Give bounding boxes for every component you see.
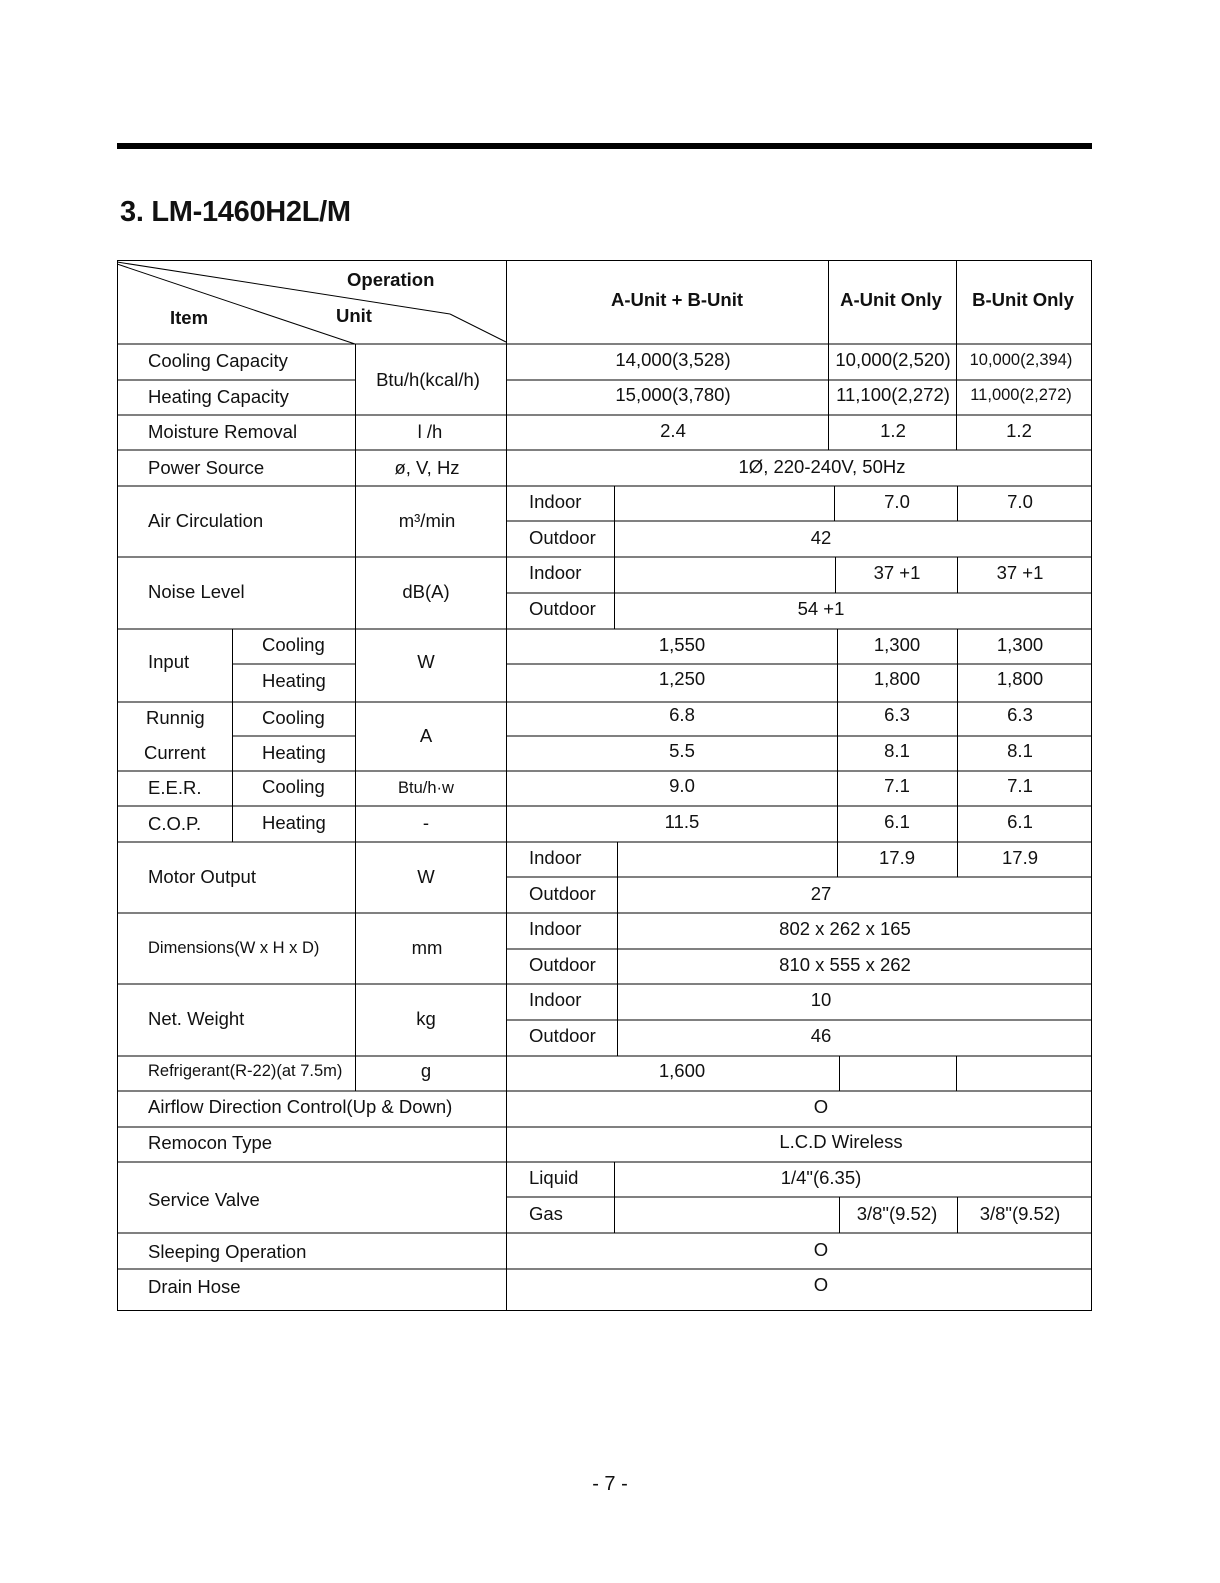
heating-capacity-b: 11,000(2,272) [970, 386, 1072, 404]
dimensions-label: Dimensions(W x H x D) [148, 939, 320, 957]
cop-mode: Heating [262, 812, 326, 833]
motor-output-outdoor: Outdoor [529, 883, 596, 904]
sleeping-value: O [813, 1239, 829, 1260]
input-heating-b: 1,800 [996, 668, 1044, 689]
eer-label: E.E.R. [148, 777, 202, 798]
service-valve-label: Service Valve [148, 1189, 260, 1210]
airflow-label: Airflow Direction Control(Up & Down) [148, 1096, 453, 1117]
running-current-heating-b: 8.1 [1007, 740, 1033, 761]
dimensions-indoor: Indoor [529, 918, 582, 939]
cop-ab: 11.5 [664, 811, 700, 832]
service-valve-liquid-value: 1/4"(6.35) [780, 1167, 862, 1188]
service-valve-gas-b: 3/8"(9.52) [979, 1203, 1061, 1224]
motor-output-unit: W [417, 866, 435, 887]
moisture-removal-b: 1.2 [1006, 420, 1032, 441]
motor-output-label: Motor Output [148, 866, 256, 887]
running-current-label-1: Runnig [146, 707, 205, 728]
page-number: - 7 - [592, 1473, 628, 1495]
service-valve-gas-a: 3/8"(9.52) [856, 1203, 938, 1224]
running-current-cooling-ab: 6.8 [669, 704, 695, 725]
input-heating-a: 1,800 [873, 668, 921, 689]
running-current-cooling: Cooling [262, 707, 325, 728]
drain-hose-value: O [813, 1274, 829, 1295]
spec-table [117, 260, 1092, 1311]
header-unit: Unit [336, 305, 372, 326]
air-circulation-indoor: Indoor [529, 491, 582, 512]
power-source-label: Power Source [148, 457, 265, 478]
top-rule [117, 143, 1092, 149]
drain-hose-label: Drain Hose [148, 1276, 241, 1297]
net-weight-indoor: Indoor [529, 989, 582, 1010]
running-current-heating-ab: 5.5 [669, 740, 695, 761]
running-current-label-2: Current [144, 742, 206, 763]
eer-ab: 9.0 [669, 775, 695, 796]
dimensions-indoor-value: 802 x 262 x 165 [779, 918, 911, 939]
moisture-removal-label: Moisture Removal [148, 421, 298, 442]
capacity-unit: Btu/h(kcal/h) [376, 369, 480, 390]
power-source-unit: ø, V, Hz [394, 457, 460, 478]
input-cooling-a: 1,300 [873, 634, 921, 655]
noise-level-outdoor: Outdoor [529, 598, 596, 619]
dimensions-unit: mm [411, 937, 443, 958]
cooling-capacity-b: 10,000(2,394) [969, 351, 1073, 369]
net-weight-outdoor: Outdoor [529, 1025, 596, 1046]
input-heating-ab: 1,250 [658, 668, 706, 689]
running-current-heating-a: 8.1 [884, 740, 910, 761]
running-current-heating: Heating [262, 742, 326, 763]
page-title: 3. LM-1460H2L/M [120, 196, 351, 228]
air-circulation-unit: m³/min [398, 510, 456, 531]
motor-output-outdoor-value: 27 [810, 883, 832, 904]
net-weight-indoor-value: 10 [810, 989, 832, 1010]
cooling-capacity-label: Cooling Capacity [148, 350, 288, 371]
input-unit: W [417, 651, 435, 672]
cop-a: 6.1 [884, 811, 910, 832]
heating-capacity-a: 11,100(2,272) [836, 384, 950, 405]
header-a-unit-only: A-Unit Only [840, 289, 942, 310]
eer-unit: Btu/h·w [398, 779, 454, 797]
cooling-capacity-ab: 14,000(3,528) [615, 349, 731, 370]
header-operation: Operation [347, 269, 435, 290]
airflow-value: O [813, 1096, 829, 1117]
motor-output-indoor-a: 17.9 [878, 847, 916, 868]
noise-level-outdoor-value: 54 +1 [797, 598, 845, 619]
cop-label: C.O.P. [148, 813, 202, 834]
air-circulation-outdoor-value: 42 [810, 527, 832, 548]
input-cooling: Cooling [262, 634, 325, 655]
input-heating: Heating [262, 670, 326, 691]
input-cooling-b: 1,300 [996, 634, 1044, 655]
noise-level-unit: dB(A) [402, 581, 450, 602]
moisture-removal-a: 1.2 [880, 420, 906, 441]
eer-mode: Cooling [262, 776, 325, 797]
header-item: Item [170, 307, 209, 328]
cop-unit: - [422, 812, 430, 833]
net-weight-unit: kg [416, 1008, 436, 1029]
input-cooling-ab: 1,550 [658, 634, 706, 655]
eer-b: 7.1 [1007, 775, 1033, 796]
running-current-cooling-b: 6.3 [1007, 704, 1033, 725]
eer-a: 7.1 [884, 775, 910, 796]
running-current-cooling-a: 6.3 [884, 704, 910, 725]
cooling-capacity-a: 10,000(2,520) [835, 349, 951, 370]
moisture-removal-ab: 2.4 [660, 420, 686, 441]
noise-level-indoor: Indoor [529, 562, 582, 583]
running-current-unit: A [419, 725, 433, 746]
net-weight-outdoor-value: 46 [810, 1025, 832, 1046]
heating-capacity-label: Heating Capacity [148, 386, 289, 407]
refrigerant-unit: g [420, 1060, 432, 1081]
remocon-value: L.C.D Wireless [779, 1131, 903, 1152]
motor-output-indoor-b: 17.9 [1001, 847, 1039, 868]
air-circulation-outdoor: Outdoor [529, 527, 596, 548]
dimensions-outdoor-value: 810 x 555 x 262 [779, 954, 911, 975]
moisture-removal-unit: l /h [417, 421, 443, 442]
motor-output-indoor: Indoor [529, 847, 582, 868]
service-valve-liquid: Liquid [529, 1167, 579, 1188]
noise-level-indoor-b: 37 +1 [996, 562, 1044, 583]
service-valve-gas: Gas [529, 1203, 563, 1224]
air-circulation-label: Air Circulation [148, 510, 264, 531]
sleeping-label: Sleeping Operation [148, 1241, 307, 1262]
cop-b: 6.1 [1007, 811, 1033, 832]
air-circulation-indoor-a: 7.0 [884, 491, 910, 512]
net-weight-label: Net. Weight [148, 1008, 245, 1029]
power-source-value: 1Ø, 220-240V, 50Hz [738, 456, 906, 477]
dimensions-outdoor: Outdoor [529, 954, 596, 975]
header-b-unit-only: B-Unit Only [972, 289, 1074, 310]
noise-level-indoor-a: 37 +1 [873, 562, 921, 583]
air-circulation-indoor-b: 7.0 [1007, 491, 1033, 512]
remocon-label: Remocon Type [148, 1132, 273, 1153]
input-label: Input [148, 651, 190, 672]
header-ab-unit: A-Unit + B-Unit [610, 289, 744, 310]
refrigerant-label: Refrigerant(R-22)(at 7.5m) [148, 1062, 343, 1080]
refrigerant-ab: 1,600 [658, 1060, 706, 1081]
heating-capacity-ab: 15,000(3,780) [615, 384, 731, 405]
noise-level-label: Noise Level [148, 581, 245, 602]
